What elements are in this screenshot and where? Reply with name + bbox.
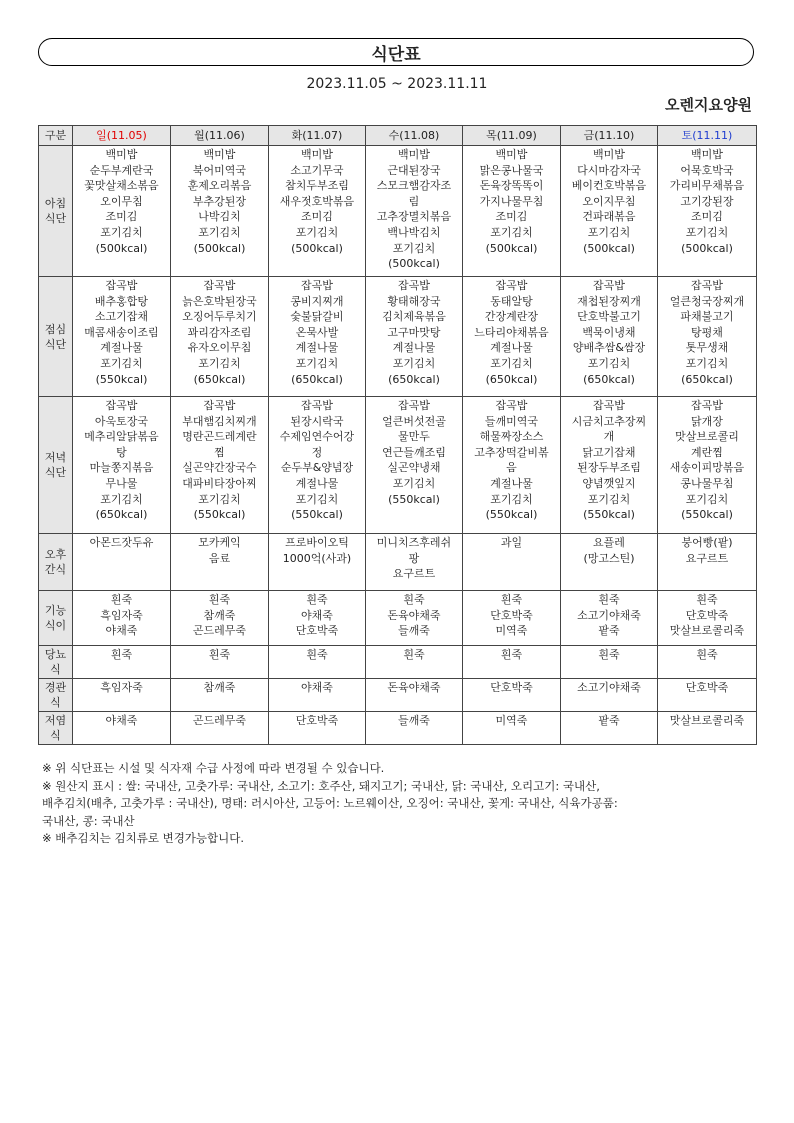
meal-label: 아침 식단 (39, 146, 73, 277)
menu-cell: 참깨죽 (171, 679, 269, 712)
row-tube-feeding (39, 679, 757, 712)
menu-cell: 흰죽 (269, 646, 366, 679)
menu-cell: 백미밥 다시마감자국 베이컨호박볶음 오이지무침 건파래볶음 포기김치 (500kcal) (561, 146, 658, 277)
menu-cell: 잡곡밥 들깨미역국 해물짜장소스 고추장떡갈비볶 음 계절나물 포기김치 (550kcal) (463, 397, 561, 534)
menu-cell: 흰죽 (366, 646, 463, 679)
menu-cell: 백미밥 북어미역국 훈제오리볶음 부추강된장 나박김치 포기김치 (500kcal) (171, 146, 269, 277)
note-line: ※ 배추김치는 김치류로 변경가능합니다. (42, 831, 244, 845)
menu-cell: 잡곡밥 동태알탕 간장계란장 느타리야채볶음 계절나물 포기김치 (650kcal) (463, 277, 561, 397)
note-line: ※ 위 식단표는 시설 및 식자재 수급 사정에 따라 변경될 수 있습니다. (42, 761, 385, 775)
note-line: ※ 원산지 표시 : 쌀: 국내산, 고춧가루: 국내산, 소고기: 호주산, 돼지고기; 국내산, 닭: 국내산, 오리고기: 국내산, (42, 778, 600, 793)
day-header-mon: 월(11.06) (171, 126, 269, 146)
note-line: 국내산, 콩: 국내산 (42, 813, 135, 828)
meal-label: 저염 식 (39, 712, 73, 745)
menu-cell: 잡곡밥 늙은호박된장국 오징어두루치기 꽈리감자조림 유자오이무침 포기김치 (650kcal) (171, 277, 269, 397)
menu-cell: 들깨죽 (366, 712, 463, 745)
menu-cell: 맛살브로콜리죽 (658, 712, 757, 745)
menu-cell: 단호박죽 (269, 712, 366, 745)
menu-cell: 돈육야채죽 (366, 679, 463, 712)
menu-cell: 잡곡밥 닭개장 맛살브로콜리 계란찜 새송이피망볶음 콩나물무침 포기김치 (550kcal) (658, 397, 757, 534)
row-snack (39, 534, 757, 591)
menu-cell: 백미밥 맑은콩나물국 돈육장똑똑이 가지나물무침 조미김 포기김치 (500kcal) (463, 146, 561, 277)
menu-cell: 잡곡밥 부대햄김치찌개 명란곤드레계란 찜 실곤약간장국수 대파비타장아찌 포기김치 (550kcal) (171, 397, 269, 534)
menu-cell: 백미밥 어묵호박국 가리비무채볶음 고기강된장 조미김 포기김치 (500kcal) (658, 146, 757, 277)
menu-cell: 미니치즈후레쉬 팡 요구르트 (366, 534, 463, 591)
menu-cell: 흰죽 흑임자죽 야채죽 (73, 591, 171, 646)
meal-label: 저녁 식단 (39, 397, 73, 534)
menu-table (38, 125, 757, 745)
menu-cell: 백미밥 소고기무국 참치두부조림 새우젓호박볶음 조미김 포기김치 (500kcal) (269, 146, 366, 277)
menu-cell: 곤드레무죽 (171, 712, 269, 745)
menu-cell: 흰죽 (561, 646, 658, 679)
menu-cell: 흰죽 (658, 646, 757, 679)
row-low-salt-diet (39, 712, 757, 745)
meal-label: 오후 간식 (39, 534, 73, 591)
menu-cell: 백미밥 순두부계란국 꽃맛살채소볶음 오이무침 조미김 포기김치 (500kcal) (73, 146, 171, 277)
menu-cell: 잡곡밥 콩비지찌개 숯불닭갈비 온묵사발 계절나물 포기김치 (650kcal) (269, 277, 366, 397)
menu-cell: 아몬드잣두유 (73, 534, 171, 591)
day-header-tue: 화(11.07) (269, 126, 366, 146)
menu-cell: 흑임자죽 (73, 679, 171, 712)
menu-cell: 잡곡밥 된장시락국 수제임연수어강 정 순두부&양념장 계절나물 포기김치 (550kcal) (269, 397, 366, 534)
menu-cell: 붕어빵(팥) 요구르트 (658, 534, 757, 591)
page-title: 식단표 (371, 44, 421, 65)
notes (42, 760, 752, 848)
menu-cell: 흰죽 단호박죽 맛살브로콜리죽 (658, 591, 757, 646)
row-diabetic-diet (39, 646, 757, 679)
day-header-sat: 토(11.11) (658, 126, 757, 146)
organization-name: 오렌지요양원 (665, 96, 752, 114)
day-header-thu: 목(11.09) (463, 126, 561, 146)
menu-cell: 모카케익 음료 (171, 534, 269, 591)
menu-cell: 흰죽 (73, 646, 171, 679)
meal-label: 당뇨 식 (39, 646, 73, 679)
day-header-sun: 일(11.05) (73, 126, 171, 146)
menu-cell: 잡곡밥 재첩된장찌개 단호박불고기 백묵이냉채 양배추쌈&쌈장 포기김치 (650kcal) (561, 277, 658, 397)
menu-cell: 잡곡밥 얼큰버섯전골 물만두 연근들깨조림 실곤약냉채 포기김치 (550kcal) (366, 397, 463, 534)
menu-cell: 잡곡밥 황태해장국 김치제육볶음 고구마맛탕 계절나물 포기김치 (650kcal) (366, 277, 463, 397)
meal-label: 점심 식단 (39, 277, 73, 397)
menu-cell: 백미밥 근대된장국 스모크햄감자조 림 고추장멸치볶음 백나박김치 포기김치 (500kcal) (366, 146, 463, 277)
menu-cell: 미역죽 (463, 712, 561, 745)
menu-cell: 흰죽 (463, 646, 561, 679)
menu-cell: 잡곡밥 시금치고추장찌 개 닭고기잡채 된장두부조림 양념깻잎지 포기김치 (550kcal) (561, 397, 658, 534)
row-dinner (39, 397, 757, 534)
menu-cell: 요플레 (망고스틴) (561, 534, 658, 591)
menu-cell: 흰죽 돈육야채죽 들깨죽 (366, 591, 463, 646)
menu-cell: 단호박죽 (658, 679, 757, 712)
header-row (39, 126, 757, 146)
period-range: 2023.11.05 ~ 2023.11.11 (306, 76, 488, 92)
menu-cell: 흰죽 참깨죽 곤드레무죽 (171, 591, 269, 646)
corner-header: 구분 (39, 126, 73, 146)
note-line: 배추김치(배추, 고춧가루 : 국내산), 명태: 러시아산, 고등어: 노르웨이산, 오징어: 국내산, 꽃게: 국내산, 식육가공품: (42, 796, 618, 810)
menu-cell: 흰죽 소고기야채죽 팥죽 (561, 591, 658, 646)
menu-cell: 야채죽 (73, 712, 171, 745)
menu-cell: 야채죽 (269, 679, 366, 712)
menu-cell: 프로바이오틱 1000억(사과) (269, 534, 366, 591)
menu-cell: 흰죽 (171, 646, 269, 679)
row-lunch (39, 277, 757, 397)
menu-cell: 잡곡밥 얼큰청국장찌개 파채불고기 탕평채 톳무생채 포기김치 (650kcal) (658, 277, 757, 397)
menu-cell: 잡곡밥 아욱토장국 메추리알닭볶음 탕 마늘쫑지볶음 무나물 포기김치 (650kcal) (73, 397, 171, 534)
row-functional-diet (39, 591, 757, 646)
day-header-wed: 수(11.08) (366, 126, 463, 146)
menu-cell: 팥죽 (561, 712, 658, 745)
menu-cell: 소고기야채죽 (561, 679, 658, 712)
menu-cell: 단호박죽 (463, 679, 561, 712)
menu-cell: 흰죽 야채죽 단호박죽 (269, 591, 366, 646)
title-box (38, 38, 754, 66)
menu-cell: 과일 (463, 534, 561, 591)
row-breakfast (39, 146, 757, 277)
menu-cell: 잡곡밥 배추홍합탕 소고기잡채 매콤새송이조림 계절나물 포기김치 (550kcal) (73, 277, 171, 397)
meal-label: 경관 식 (39, 679, 73, 712)
day-header-fri: 금(11.10) (561, 126, 658, 146)
menu-cell: 흰죽 단호박죽 미역죽 (463, 591, 561, 646)
meal-label: 기능 식이 (39, 591, 73, 646)
